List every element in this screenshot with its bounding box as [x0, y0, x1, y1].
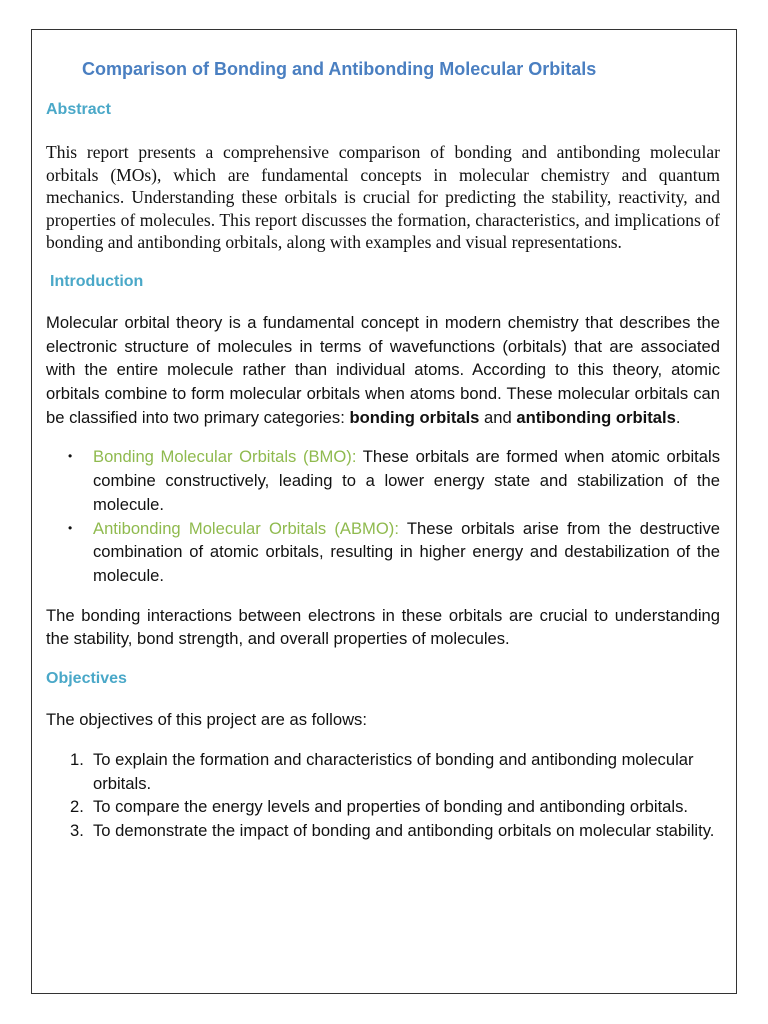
bonding-interactions-paragraph: The bonding interactions between electrons in these orbitals are crucial to understanding the stability, bond strength, and overall properties of molecules.: [46, 605, 720, 649]
intro-end: .: [675, 407, 681, 427]
list-item: [46, 445, 720, 516]
list-number: 1.: [70, 749, 84, 769]
document-body: [46, 55, 720, 843]
bmo-term: Bonding Molecular Orbitals (BMO):: [93, 447, 357, 467]
intro-text: Molecular orbital theory is a fundamental concept in modern chemistry that describes the electronic structure of molecules in terms of wavefunctions (orbitals) that are associated with the entire molecule rather than individual atoms. According to this theory, atomic orbitals combine to form molecular orbitals when atoms bond. These molecular orbitals can be classified into two primary categories:: [46, 312, 720, 427]
abstract-paragraph: This report presents a comprehensive comparison of bonding and antibonding molecular orbitals (MOs), which are fundamental concepts in molecular chemistry and quantum mechanics. Understanding these orbitals is crucial for predicting the stability, reactivity, and properties of molecules. This report discusses the formation, characteristics, and implications of bonding and antibonding orbitals, along with examples and visual representations.: [46, 142, 720, 253]
objectives-intro: The objectives of this project are as follows:: [46, 710, 367, 730]
abstract-heading: Abstract: [46, 101, 111, 118]
bmo-description: These orbitals are formed when atomic orbitals combine constructively, leading to a lower energy state and stabilization of the molecule.: [93, 447, 721, 514]
objectives-list: [46, 748, 720, 843]
antibonding-orbitals-term: antibonding orbitals: [516, 407, 676, 427]
abmo-description: These orbitals arise from the destructive combination of atomic orbitals, resulting in higher energy and destabilization of the molecule.: [93, 518, 720, 585]
list-number: 2.: [70, 797, 84, 817]
objective-text: To compare the energy levels and properties of bonding and antibonding orbitals.: [93, 797, 689, 817]
intro-and: and: [479, 407, 517, 427]
abmo-term: Antibonding Molecular Orbitals (ABMO):: [93, 518, 399, 538]
objective-text: To explain the formation and characteristics of bonding and antibonding molecular orbitals.: [93, 749, 694, 793]
list-item: [46, 517, 720, 588]
objective-text: To demonstrate the impact of bonding and antibonding orbitals on molecular stability.: [93, 820, 715, 840]
bullet-marker: •: [68, 449, 73, 464]
bullet-marker: •: [68, 520, 73, 535]
objectives-heading: Objectives: [46, 670, 127, 688]
introduction-heading: Introduction: [50, 272, 144, 290]
list-item: [46, 748, 720, 795]
list-item: [46, 819, 720, 843]
list-item: [46, 795, 720, 819]
bonding-orbitals-term: bonding orbitals: [349, 407, 480, 427]
list-number: 3.: [70, 820, 84, 840]
introduction-paragraph: [46, 311, 720, 430]
document-title: Comparison of Bonding and Antibonding Molecular Orbitals: [82, 59, 597, 79]
orbital-types-list: [46, 445, 720, 587]
